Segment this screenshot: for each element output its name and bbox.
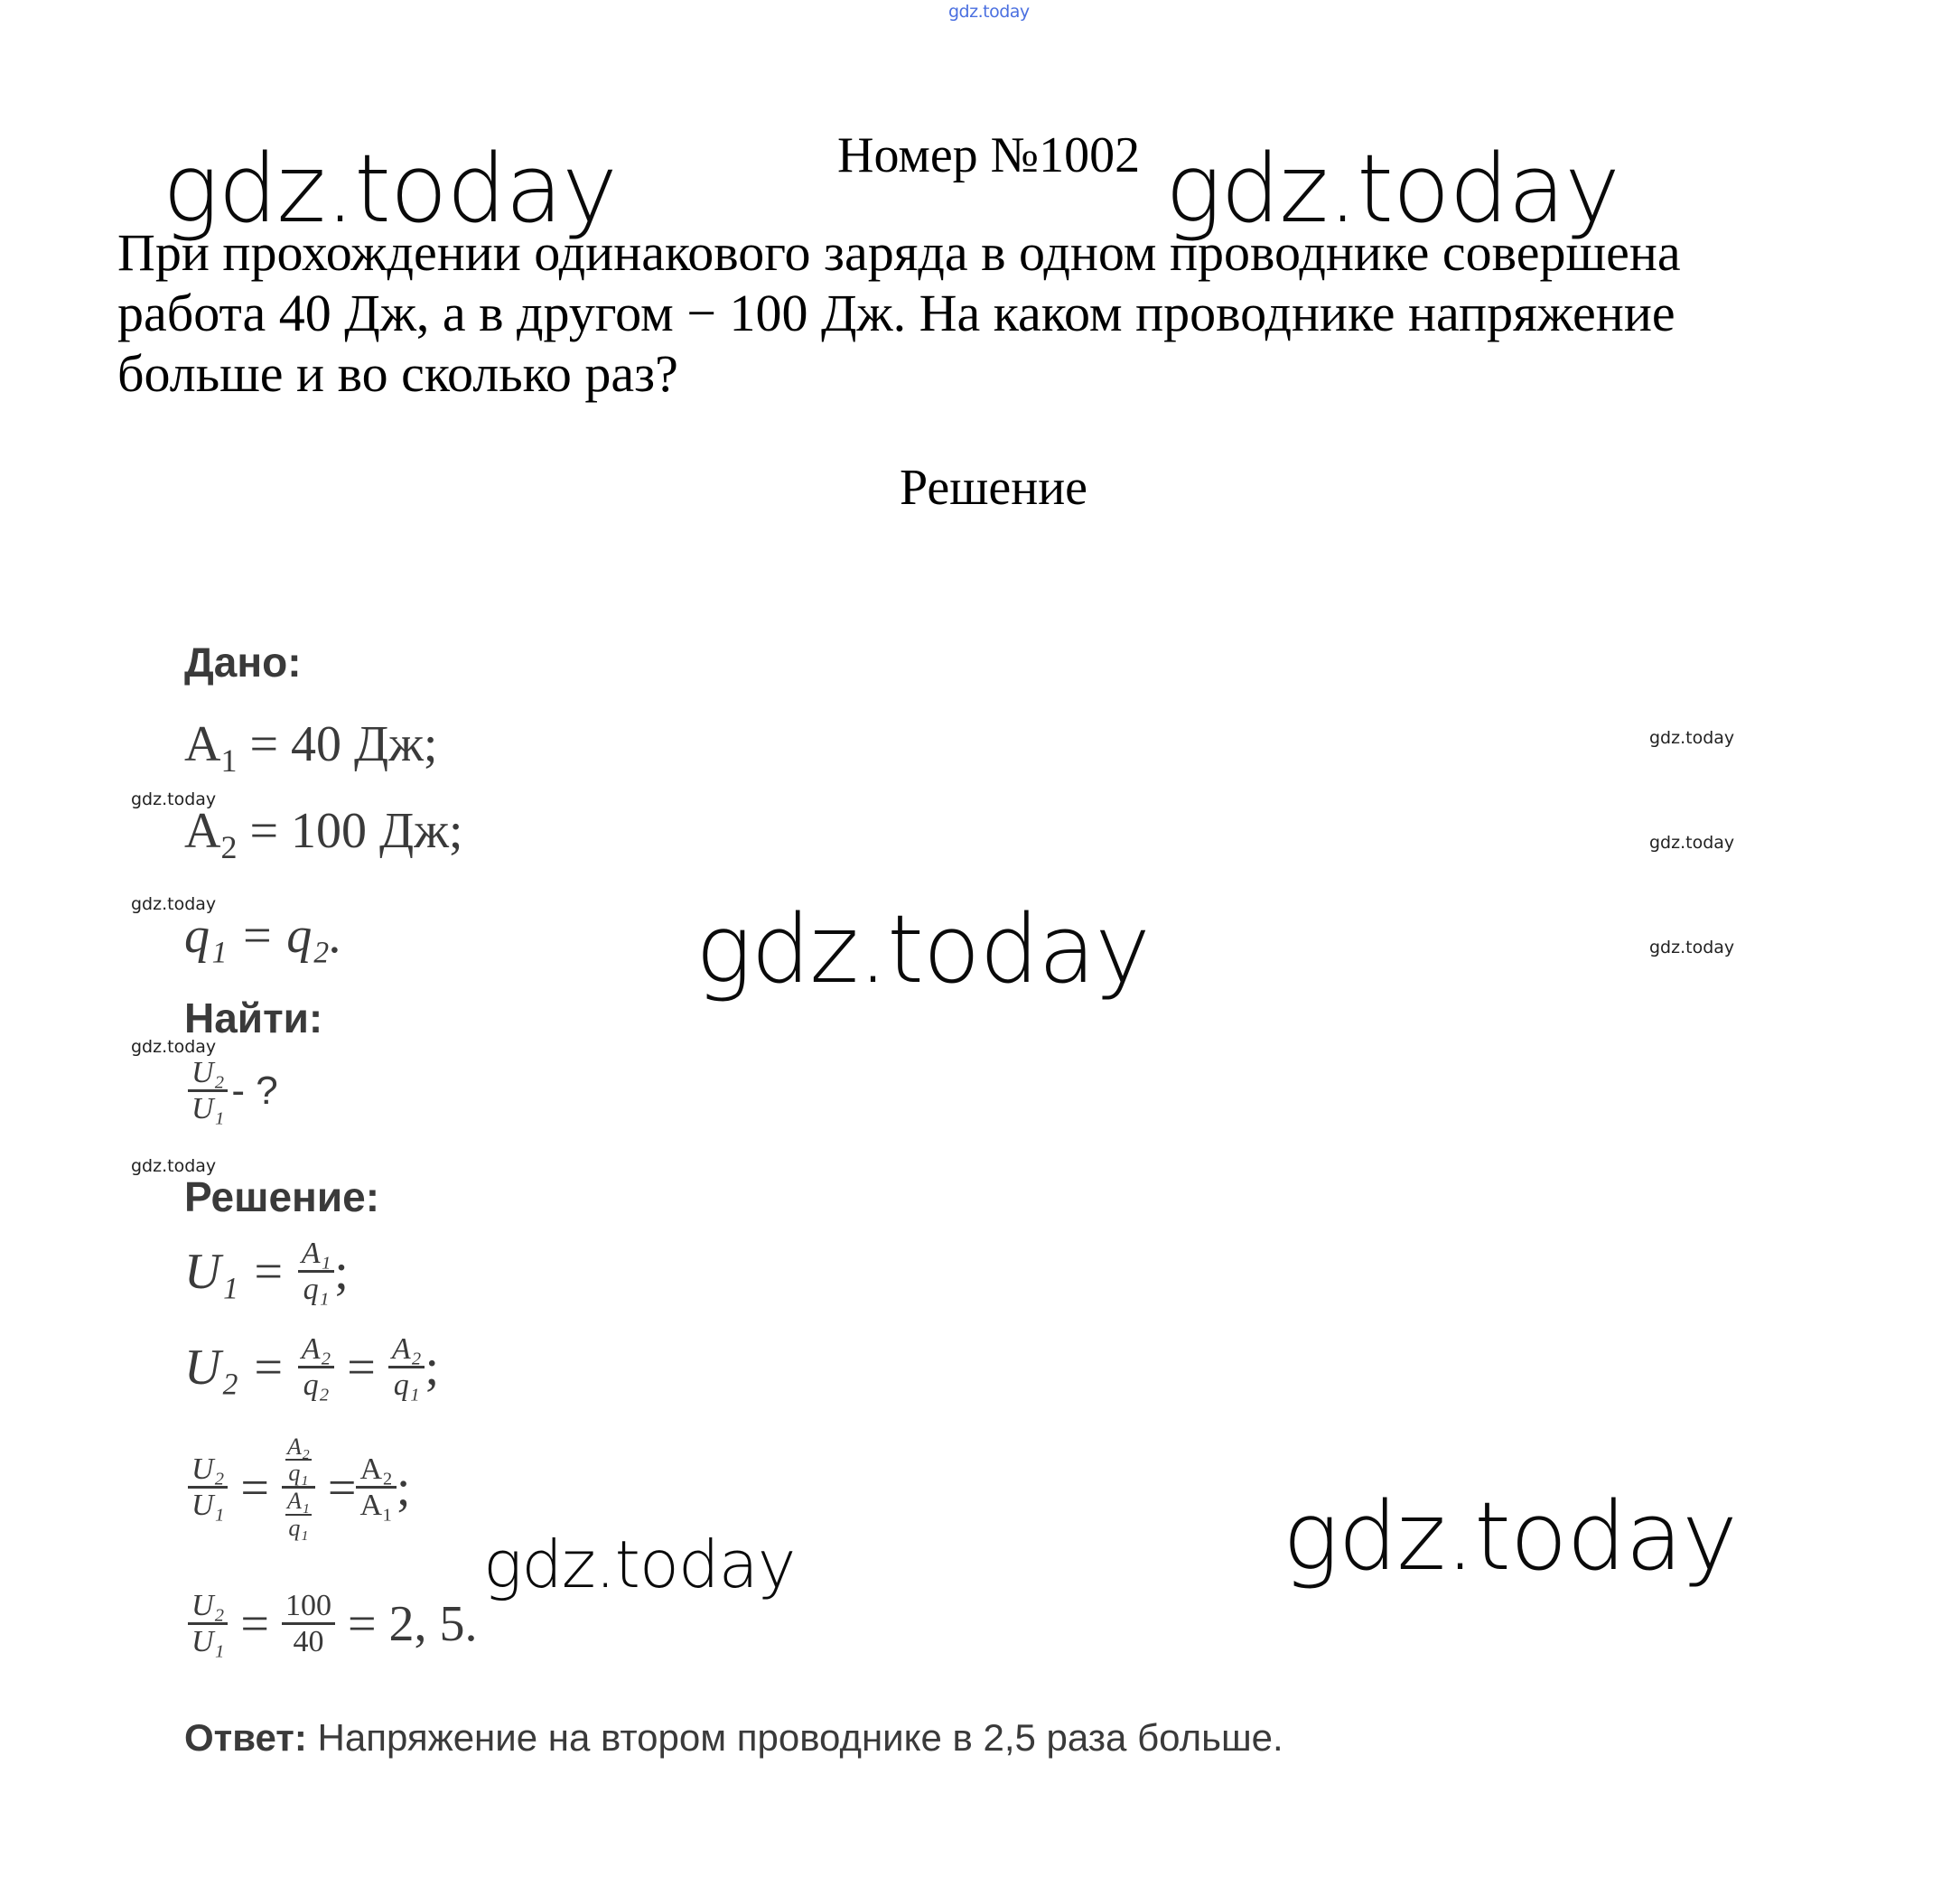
- watermark-small: gdz.today: [131, 789, 217, 809]
- given-label: Дано:: [184, 639, 302, 686]
- watermark-small: gdz.today: [1649, 938, 1735, 957]
- answer: [184, 1716, 1283, 1760]
- step-final: $\frac{\text{U₂}}{\text{U₁}}$ = $\frac{100}{40}$ = 2, 5.: [188, 1590, 478, 1658]
- watermark-big: gdz.today: [1165, 134, 1619, 244]
- watermark-top: gdz.today: [948, 2, 1030, 22]
- task-text: При прохождении одинакового заряда в одном проводнике совершена работа 40 Дж, а в другом − 100 Дж. На каком проводнике напряжение больше и во сколько раз?: [117, 223, 1681, 403]
- given-a2: $A_2 = 100$ Дж;: [184, 803, 463, 866]
- step-u2: U₂ = $\frac{\text{A₂}}{\text{q₂}}$ = $\frac{\text{A₂}}{\text{q₁}}$ ;: [184, 1332, 440, 1402]
- step-ratio: $\frac{\text{U₂}}{\text{U₁}}$ = A₂ q₁ A₁ q₁ = $\frac{\text{A₂}}{\text{A₁}}$ ;: [188, 1434, 410, 1542]
- watermark-small: gdz.today: [131, 894, 217, 914]
- watermark-small: gdz.today: [131, 1156, 217, 1176]
- watermark-big: gdz.today: [695, 894, 1150, 1004]
- solution-heading: Решение: [900, 460, 1088, 516]
- watermark-big: gdz.today: [1283, 1481, 1737, 1592]
- task-title: Номер №1002: [837, 127, 1141, 183]
- watermark-small: gdz.today: [131, 1037, 217, 1057]
- answer-text: Напряжение на втором проводнике в 2,5 раза больше.: [306, 1716, 1283, 1759]
- given-a1: $A_1 = 40$ Дж;: [184, 716, 438, 780]
- watermark-small: gdz.today: [1649, 728, 1735, 748]
- step-u1: U₁ = $\frac{\text{A₁}}{\text{q₁}}$ ;: [184, 1237, 349, 1306]
- watermark-big: gdz.today: [483, 1527, 796, 1602]
- watermark-big: gdz.today: [163, 134, 617, 244]
- find-expression: $\frac{\text{U₂}}{\text{U₁}}$ - ?: [188, 1057, 278, 1125]
- watermark-small: gdz.today: [1649, 833, 1735, 853]
- find-label: Найти:: [184, 995, 323, 1041]
- answer-label: Ответ:: [184, 1716, 307, 1759]
- solve-label: Решение:: [184, 1173, 380, 1220]
- given-q: q₁ = q₂.: [184, 908, 342, 964]
